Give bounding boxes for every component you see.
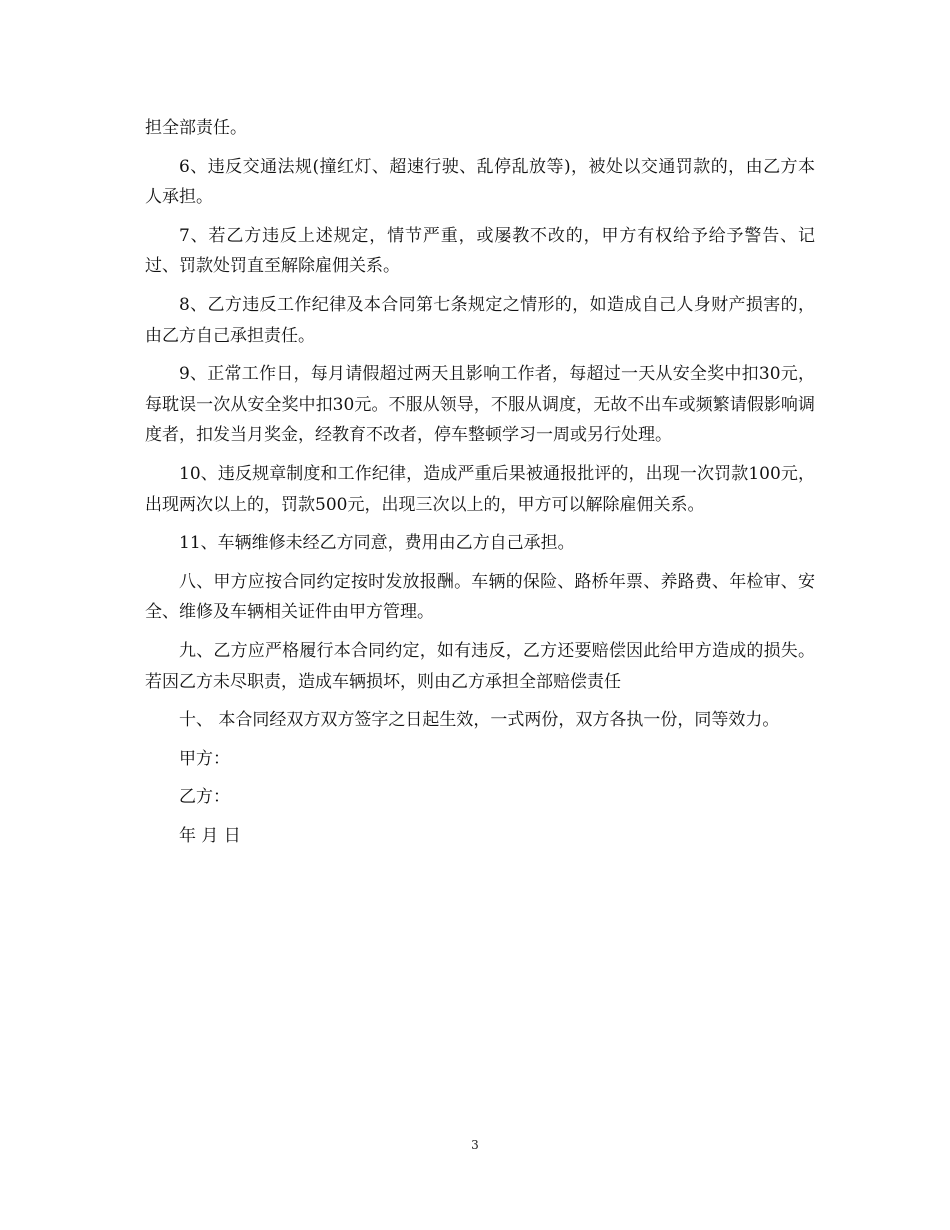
paragraph-article-10: 十、 本合同经双方双方签字之日起生效，一式两份，双方各执一份，同等效力。 [179,710,780,731]
paragraph-clause-10: 10、违反规章制度和工作纪律，造成严重后果被通报批评的，出现一次罚款100元，出现两次以上的，罚款500元，出现三次以上的，甲方可以解除雇佣关系。 [145,463,815,515]
paragraph-clause-8: 8、乙方违反工作纪律及本合同第七条规定之情形的，如造成自己人身财产损害的，由乙方自己承担责任。 [145,294,815,346]
paragraph-clause-11: 11、车辆维修未经乙方同意，费用由乙方自己承担。 [179,533,575,554]
paragraph-clause-7: 7、若乙方违反上述规定，情节严重，或屡教不改的，甲方有权给予给予警告、记过、罚款处罚直至解除雇佣关系。 [145,225,815,277]
paragraph-article-9: 九、乙方应严格履行本合同约定，如有违反，乙方还要赔偿因此给甲方造成的损失。若因乙方未尽职责，造成车辆损坏，则由乙方承担全部赔偿责任 [145,640,815,692]
page-number: 3 [471,1138,479,1152]
paragraph-clause-6: 6、违反交通法规(撞红灯、超速行驶、乱停乱放等)，被处以交通罚款的，由乙方本人承担。 [145,156,815,208]
paragraph-article-8: 八、甲方应按合同约定按时发放报酬。车辆的保险、路桥年票、养路费、年检审、安全、维修及车辆相关证件由甲方管理。 [145,571,815,623]
paragraph-continuation: 担全部责任。 [145,118,247,138]
signature-party-b: 乙方： [179,787,230,808]
paragraph-clause-9: 9、正常工作日，每月请假超过两天且影响工作者，每超过一天从安全奖中扣30元，每耽误一次从安全奖中扣30元。不服从领导，不服从调度，无故不出车或频繁请假影响调度者，扣发当月奖金，经教育不改者，停车整顿学习一周或另行处理。 [145,364,815,446]
signature-party-a: 甲方： [179,748,230,769]
signature-date: 年 月 日 [179,825,241,846]
document-body [145,113,815,859]
